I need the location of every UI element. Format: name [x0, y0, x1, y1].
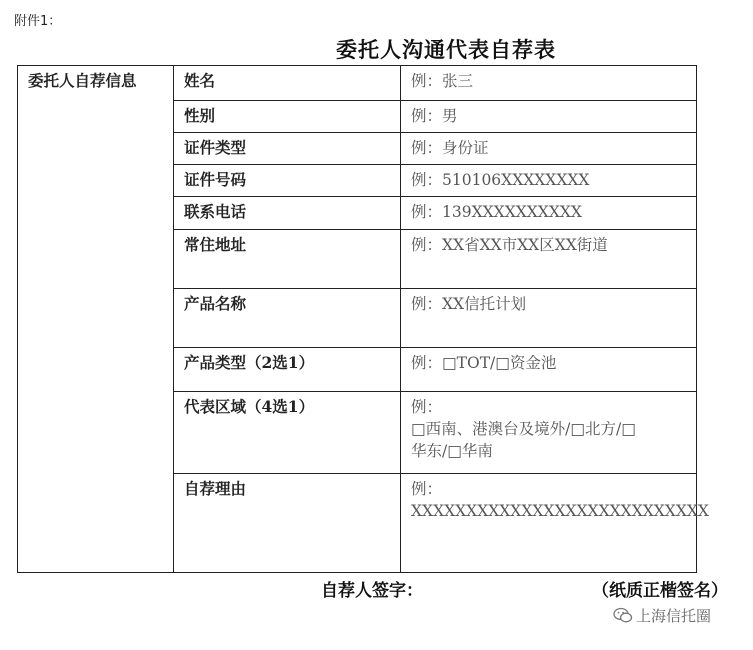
attachment-label: 附件1：: [14, 14, 62, 29]
watermark: [613, 605, 711, 626]
field-label-product-type: 产品类型（2选1）: [174, 348, 401, 392]
field-label-name: 姓名: [174, 66, 401, 101]
field-label-reason: 自荐理由: [174, 474, 401, 573]
field-value-address[interactable]: 例：XX省XX市XX区XX街道: [401, 230, 697, 289]
field-label-phone: 联系电话: [174, 197, 401, 230]
signature-label: 自荐人签字：: [321, 581, 423, 601]
field-value-phone[interactable]: 例：139XXXXXXXXXX: [401, 197, 697, 230]
self-recommendation-form: [17, 65, 709, 573]
field-label-region: 代表区域（4选1）: [174, 392, 401, 474]
field-label-id-type: 证件类型: [174, 133, 401, 165]
field-value-product-type[interactable]: 例：□TOT/□资金池: [401, 348, 697, 392]
watermark-text: 上海信托圈: [636, 607, 712, 625]
side-header: 委托人自荐信息: [18, 66, 174, 573]
form-title: 委托人沟通代表自荐表: [336, 37, 556, 62]
signature-note: （纸质正楷签名）: [592, 581, 728, 601]
field-value-name[interactable]: 例：张三: [401, 66, 697, 101]
field-value-id-type[interactable]: 例：身份证: [401, 133, 697, 165]
field-label-id-number: 证件号码: [174, 165, 401, 197]
field-value-id-number[interactable]: 例：510106XXXXXXXX: [401, 165, 697, 197]
field-value-reason[interactable]: 例： XXXXXXXXXXXXXXXXXXXXXXXXXXX: [401, 474, 697, 573]
wechat-icon: [613, 607, 633, 624]
field-label-address: 常住地址: [174, 230, 401, 289]
field-value-product-name[interactable]: 例：XX信托计划: [401, 289, 697, 348]
field-label-product-name: 产品名称: [174, 289, 401, 348]
field-value-region[interactable]: 例： □西南、港澳台及境外/□北方/□ 华东/□华南: [401, 392, 697, 474]
field-label-gender: 性别: [174, 101, 401, 133]
field-value-gender[interactable]: 例：男: [401, 101, 697, 133]
